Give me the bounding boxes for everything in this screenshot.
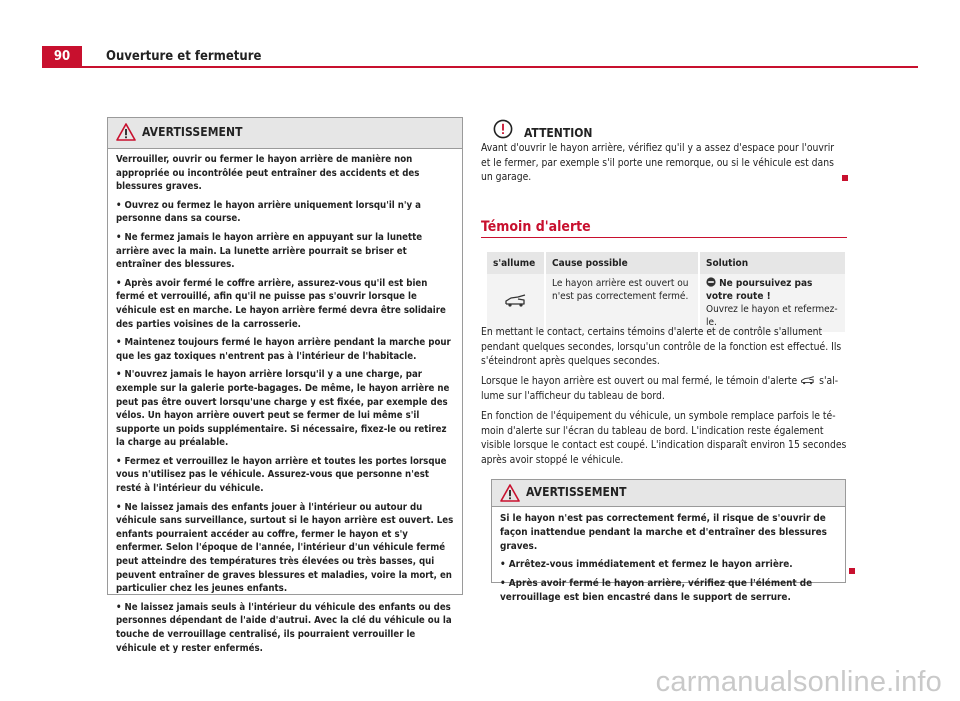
page-section-title: Ouverture et fermeture [106,49,262,64]
warning-body [108,149,462,655]
warning-paragraph: • Ne laissez jamais seuls à l'intérieur du véhicule des enfants ou des personnes dépendant de l'aide d'autrui. Avec la clé du véhicule ou la touche de verrouillage centralisé, ils pourraient verrouiller le véhicule et y rester enfermés. [116,601,452,654]
table-icon-cell [487,274,545,332]
table-row [487,274,845,332]
end-marker [849,568,855,574]
warning-body [492,507,845,605]
warning-triangle-icon [500,484,520,502]
table-header: Cause possible [545,252,699,274]
table-solution [699,274,845,332]
body-paragraph: En fonction de l'équipement du véhicule, un symbole remplace parfois le témoin d'alerte sur l'écran du tableau de bord. L'indication reste également visible lorsque le contact est coupé. L'indication disparaît environ 15 secondes après avoir stoppé le véhicule. [481,410,847,466]
attention-title: ATTENTION [524,126,593,140]
warning-title: AVERTISSEMENT [142,125,243,139]
body-paragraph: En mettant le contact, certains témoins d'alerte et de contrôle s'allument pendant quelques secondes, lorsqu'un contrôle de la fonction est effectué. Ils s'éteindront après quelques secondes. [481,326,842,368]
end-marker [842,175,848,181]
watermark: carmanualsonline.info [655,666,942,698]
paragraph-part: Lorsque le hayon arrière est ouvert ou mal fermé, le témoin d'alerte [481,375,798,387]
warning-paragraph: • Maintenez toujours fermé le hayon arrière pendant la marche pour que les gaz toxiques n'entrent pas à l'intérieur de l'habitacle. [116,337,451,362]
tailgate-open-icon [504,294,528,308]
warning-header [108,118,462,149]
attention-exclamation-icon [493,119,513,139]
table-header: s'allume [487,252,545,274]
warning-light-table [487,252,845,332]
warning-title: AVERTISSEMENT [526,485,627,499]
warning-paragraph: • Ne fermez jamais le hayon arrière en appuyant sur la lunette arrière avec la main. La lunette arrière pourrait se briser et entraîner des blessures. [116,231,423,271]
warning-paragraph: • Arrêtez-vous immédiatement et fermez le hayon arrière. [500,559,793,571]
table-header: Solution [699,252,845,274]
warning-paragraph: • Ouvrez ou fermez le hayon arrière uniquement lorsqu'il n'y a personne dans sa course. [116,199,422,225]
solution-bold-text: Ne poursuivez pas votre route ! [706,278,813,302]
table-cause: Le hayon arrière est ouvert ou n'est pas correctement fermé. [545,274,699,332]
warning-paragraph: • Après avoir fermé le hayon arrière, vérifiez que l'élément de verrouillage est bien encastré dans le support de serrure. [500,578,813,603]
stop-icon [706,277,716,287]
warning-paragraph: • Après avoir fermé le coffre arrière, assurez-vous qu'il est bien fermé et verrouillé, afin qu'il ne puisse pas s'ouvrir lorsque le véhicule est en marche. Le hayon arrière fermé devra être solidaire des parties voisines de la carrosserie. [116,277,446,330]
page-number: 90 [42,46,82,68]
warning-paragraph: • Fermez et verrouillez le hayon arrière et toutes les portes lorsque vous n'utilisez pas le véhicule. Assurez-vous que personne n'est resté à l'intérieur du véhicule. [116,455,447,495]
section-title: Témoin d'alerte [481,219,591,235]
warning-paragraph: • N'ouvrez jamais le hayon arrière lorsqu'il y a une charge, par exemple sur la galerie porte-bagages. De même, le hayon arrière ne peut pas être ouvert lorsqu'une charge y est fixée, par exemple des vélos. Un hayon arrière ouvert peut se fermer de lui même s'il supporte un poids supplémentaire. Si nécessaire, fixez-le ou retirez la charge au préalable. [116,369,450,449]
body-paragraph [481,374,847,403]
left-warning-box [107,117,463,654]
right-warning-box [491,479,846,603]
warning-paragraph: • Ne laissez jamais des enfants jouer à l'intérieur ou autour du véhicule sans surveillance, surtout si le hayon arrière est ouvert. Les enfants pourraient accéder au coffre, fermer le hayon et s'y enfermer. Selon l'époque de l'année, l'intérieur d'un véhicule fermé peut atteindre des températures très élevées ou très basses, qui peuvent entraîner de graves blessures et maladies, voire la mort, en particulier chez les jeunes enfants. [116,501,454,595]
tailgate-open-icon [800,376,816,385]
warning-triangle-icon [116,123,136,141]
solution-text: Ouvrez le hayon et refermez-le. [706,304,838,328]
paragraph-part: s'allume sur l'afficheur du tableau de bord. [481,375,839,402]
solution-strong [706,277,839,303]
table-header-row [487,252,845,274]
warning-paragraph: Si le hayon n'est pas correctement fermé, il risque de s'ouvrir de façon inattendue pendant la marche et d'entraîner des blessures graves. [500,513,827,552]
warning-paragraph: Verrouiller, ouvrir ou fermer le hayon arrière de manière non appropriée ou incontrôlée peut entraîner des accidents et des blessures graves. [116,154,420,193]
warning-header [492,480,845,507]
header-rule [42,66,918,68]
attention-text: Avant d'ouvrir le hayon arrière, vérifiez qu'il y a assez d'espace pour l'ouvrir et le fermer, par exemple s'il porte une remorque, ou si le véhicule est dans un garage. [481,142,835,184]
section-rule [481,237,847,238]
